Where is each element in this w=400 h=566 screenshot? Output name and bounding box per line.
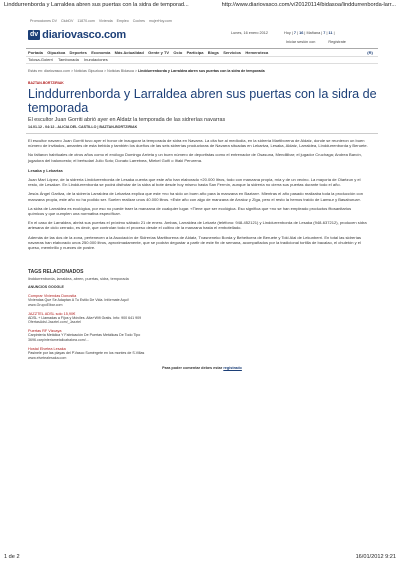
account-links bbox=[286, 40, 358, 44]
logo-name: diariovasco.com bbox=[42, 29, 126, 41]
ad-title[interactable]: Comprar Viviendas Donostia bbox=[28, 294, 77, 299]
promo-links bbox=[30, 18, 378, 24]
nav-item[interactable]: Ocio bbox=[173, 50, 183, 55]
print-footer bbox=[4, 552, 396, 562]
sub-nav bbox=[26, 57, 378, 64]
weather-today-min: 16 bbox=[299, 31, 304, 35]
subnav-item[interactable]: Inundaciones bbox=[83, 57, 108, 62]
paragraph: Además de las dos de la zona, pertenecen a la Asociación de Sidrerías Martiborena de Aldatz, Txasneneko Borda y Beheitoera de Beruete y Toki Alai de Lekunberri. En total las sidrerías navarras han elaborado unos 250.000 litros, aproximadamente, que se podrán degustar a partir de este fin de semana, acompañados por la tradicional tortilla de bacalao, el chuletón y el queso, membrillo y nueces de postre. bbox=[28, 234, 362, 251]
ad-url[interactable]: OfertasAdsl.Jazztel.com/_Jazztel bbox=[28, 320, 81, 325]
print-title: Linddurrenborda y Larraldea abren sus puertas con la sidra de temporad... bbox=[4, 2, 189, 8]
nav-item[interactable]: Blogs bbox=[207, 50, 219, 55]
section-label[interactable]: BAZTAN-BORTZIRIAK bbox=[28, 81, 64, 85]
article-meta: 14.01.12 - 04:12 - ALICIA DEL CASTILLO | BAZTAN-BORTZIRIAK bbox=[28, 125, 138, 129]
print-header bbox=[4, 0, 396, 10]
print-datetime: 16/01/2012 9:21 bbox=[355, 554, 396, 560]
weather-tomorrow-label: Mañana bbox=[306, 31, 321, 35]
promo-link[interactable]: Vivienda bbox=[98, 19, 113, 23]
ad-item[interactable] bbox=[28, 329, 378, 342]
subheading: Lesaka y Lekartza bbox=[28, 167, 63, 173]
nav-item[interactable]: Portada bbox=[28, 50, 43, 55]
nav-item[interactable]: Hemeroteca bbox=[245, 50, 269, 55]
breadcrumb-current: Linddurrenborda y Larraldea abren sus puertas con la sidra de temporada bbox=[137, 69, 265, 73]
nav-item[interactable]: Más Actualidad bbox=[114, 50, 144, 55]
weather-today-max: 7 bbox=[293, 31, 296, 35]
print-url: http://www.diariovasco.com/v/20120114/bidasoa/linddurrenborda-larr... bbox=[221, 2, 396, 8]
ad-desc: Pasinele por las playas del P.Vasco Sumérgete en los montes de S.Villas bbox=[28, 351, 145, 356]
print-page-number: 1 de 2 bbox=[4, 554, 20, 560]
weather-widget[interactable]: Hoy | 7 | 16 | Mañana | 7 | 11 | bbox=[284, 31, 335, 35]
article-title: Linddurrenborda y Larraldea abren sus puertas con la sidra de temporada bbox=[28, 87, 377, 115]
subnav-item[interactable]: Tambonada bbox=[57, 57, 79, 62]
divider bbox=[26, 133, 378, 134]
nav-item[interactable]: Servicios bbox=[223, 50, 242, 55]
promo-link[interactable]: mujerHoy.com bbox=[148, 19, 172, 23]
nav-item[interactable]: Economía bbox=[91, 50, 111, 55]
ad-url[interactable]: www.elvetealesaka.com bbox=[28, 355, 67, 360]
paragraph: En el caso de Larraldea, abrirá sus puertas el próximo sábado 21 de enero. Ambas, Larraldea de Lekartz (teléfono: 948-452121) y Linddurrenborda de Lesaka (948-637212), producen sidra artesana de ciclo cerrado, es decir, que controlan todo el proceso desde el cultivo de la manzana hasta el embotellado. bbox=[28, 220, 367, 231]
promo-link[interactable]: Coches bbox=[132, 19, 145, 23]
register-link[interactable]: registrado bbox=[223, 365, 242, 370]
ad-title[interactable]: JAZZTEL ADSL solo 15,90€ bbox=[28, 311, 76, 316]
nav-item[interactable]: Deportes bbox=[69, 50, 87, 55]
nav-item[interactable]: Gipuzkoa bbox=[47, 50, 66, 55]
article-lead: El escultor Juan Gorriti abrió ayer en Aldatz la temporada de las sidrerías navarras bbox=[28, 117, 226, 123]
promo-link[interactable]: Promociones DV bbox=[30, 19, 57, 23]
weather-tomorrow-min: 11 bbox=[328, 31, 333, 35]
ad-desc: Viviendas Que Se Adaptan A Tu Estilo De Vida. Infórmate Aquí! bbox=[28, 298, 129, 303]
paragraph: La sidra de Larraldea es ecológica, por eso no puede traer la manzana de cualquier lugar. «Tiene que ser ecológica. Eso significa que «no se han empleado productos fitosanitarios químicos y que cumplen una normativa específica». bbox=[28, 205, 352, 217]
weather-tomorrow-max: 7 bbox=[323, 31, 326, 35]
nav-item[interactable]: Participa bbox=[186, 50, 204, 55]
weather-today-label: Hoy bbox=[284, 31, 291, 35]
tags-list[interactable]: linddurrenborda, larraldea, abren, puertas, sidra, temporada bbox=[28, 277, 129, 282]
promo-link[interactable]: 11870.com bbox=[77, 19, 95, 23]
comment-notice-text: Para poder comentar debes estar bbox=[162, 365, 224, 370]
article-body bbox=[26, 138, 378, 250]
paragraph: Jesús Ángel Garitza, de la sidrería Larraldea de Lekartza explica que este «no ha sido un buen año para la manzana en Baztan». Mientras el año pasado realizaba toda la producción con manzana propia, este año no ha podido ser. Suelen realizar unos 40.000 litros. «Este año con algo de manzana de Arraioz y Ziga, pero el resto la hemos traído de Lamsur y Basaburua». bbox=[28, 191, 363, 202]
promo-link[interactable]: ClubDV bbox=[60, 19, 74, 23]
ad-title[interactable]: Hostal Elvetea Lesaka bbox=[28, 347, 66, 352]
ad-item[interactable] bbox=[28, 294, 378, 307]
subnav-item[interactable]: Tolosa-Goierri bbox=[28, 57, 53, 62]
breadcrumb-path[interactable]: Estás en: diariovasco.com > Noticias Gipuzkoa > Noticias Bidasoa > bbox=[28, 69, 138, 73]
paragraph: El escultor navarro Juan Gorriti tuvo ayer el honor de inaugurar la temporada de sidra en Navarra. La cita fue al mediodía, en la sidrería Martiborena de Aldatz, donde se reunieron un buen número de invitados, amantes de esta bebida y también los dueños de las seis sidrerías productoras de Navarra situadas en Lekartza, Lesaka, Aldatz, Larraldea, Linddurrenborda y Beruete. bbox=[28, 138, 368, 149]
ad-desc: Carpintería Metálica Y Fabricación De Puertas Metálicas De Todo Tipo bbox=[28, 333, 141, 338]
nav-right-icon[interactable]: (R) bbox=[367, 50, 373, 55]
nav-item[interactable]: Gente y TV bbox=[148, 50, 170, 55]
ad-item[interactable] bbox=[28, 312, 378, 325]
article-page bbox=[26, 18, 378, 370]
site-logo[interactable] bbox=[28, 29, 126, 41]
current-date: Lunes, 16 enero 2012 bbox=[231, 31, 268, 35]
masthead bbox=[26, 26, 378, 48]
ad-url[interactable]: 3696.carpinteriametalicabakea.com/... bbox=[28, 338, 89, 343]
ad-url[interactable]: www.GrupoElbar.com bbox=[28, 302, 63, 307]
ads-heading: ANUNCIOS GOOGLE bbox=[28, 285, 64, 290]
paragraph: Juan Mari López, de la sidrería Linddurrenborda de Lesaka cuenta que este año han elaborado «20.000 litros, todo con manzana propia, mía y de un vecino. La mayoría de Oiartzun y el resto, de Lesaka». En Linddurrenborda se podrá disfrutar de la sidra al bote desde hoy mismo hasta San Fermín, aunque la sidrería no cierra sus puertas durante todo el año. bbox=[28, 177, 361, 188]
login-link[interactable]: Iniciar sesión con bbox=[286, 40, 316, 44]
main-nav bbox=[26, 48, 378, 57]
breadcrumb bbox=[28, 69, 378, 74]
register-link[interactable]: Regístrate bbox=[328, 40, 346, 44]
ad-desc: ADSL + Llamadas a Fijos y Móviles. Alta+Wifi Gratis. Info: 900 641 909 bbox=[28, 315, 142, 320]
logo-mark: dv bbox=[30, 31, 39, 38]
ad-title[interactable]: Puertas RF Vizcaya bbox=[28, 329, 62, 334]
promo-link[interactable]: Empleo bbox=[116, 19, 129, 23]
ad-item[interactable] bbox=[28, 347, 378, 360]
comment-notice bbox=[26, 366, 378, 370]
paragraph: No faltaron habituales de otros años como el enólogo Domingo Arrieta y un buen número de deportistas como el entrenador de Osasuna, Mendilibar; el jugador Cruchaga; Andrea Barcín, jugadora del baloncesto; el bertsolari Julio Soto; Donato Larretxea, Miekel Goñi o Iñaki Perurena. bbox=[28, 152, 362, 163]
tags-heading: TAGS RELACIONADOS bbox=[28, 269, 84, 276]
